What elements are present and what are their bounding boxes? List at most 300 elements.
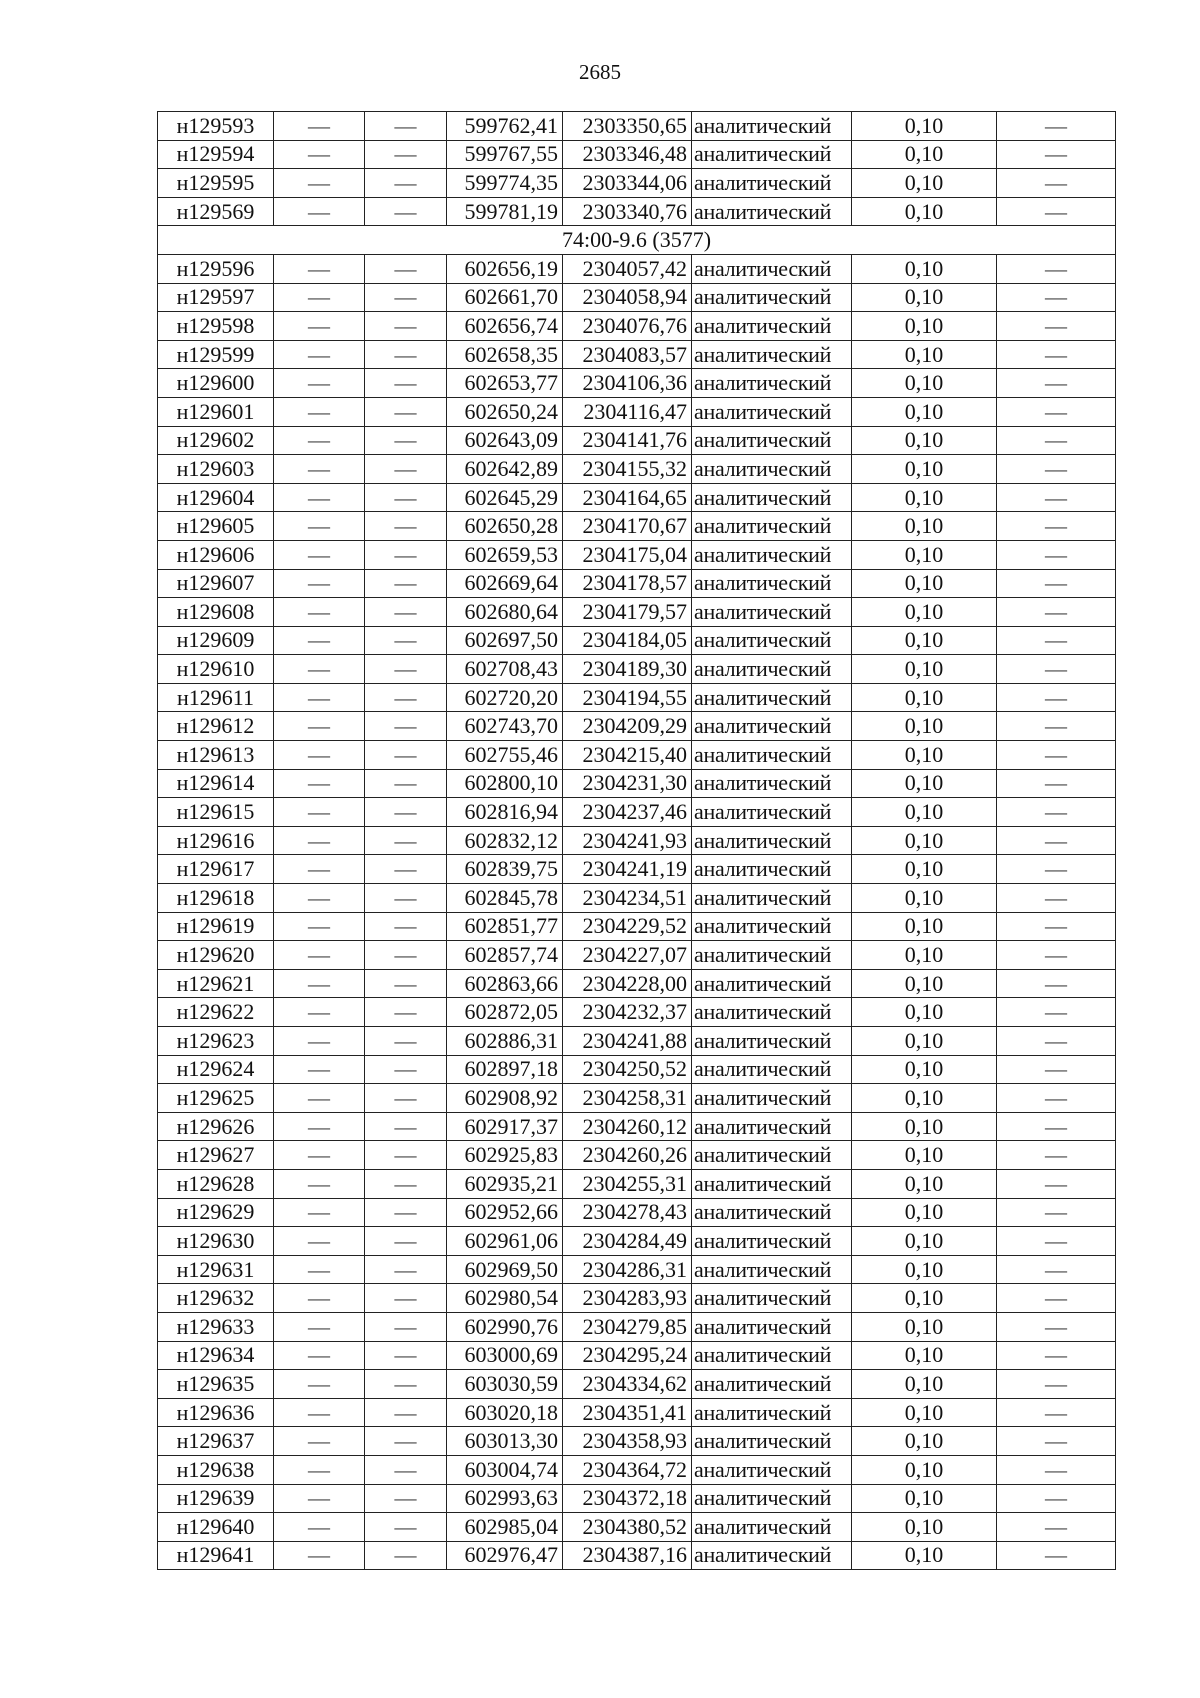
empty-dash-cell: — — [365, 569, 447, 598]
method-cell: аналитический — [692, 1398, 852, 1427]
empty-dash-cell: — — [274, 455, 365, 484]
empty-dash-cell: — — [274, 1484, 365, 1513]
page-number: 2685 — [579, 60, 621, 84]
empty-dash-cell: — — [274, 1255, 365, 1284]
method-cell: аналитический — [692, 1427, 852, 1456]
y-coordinate-cell: 2304364,72 — [563, 1455, 692, 1484]
method-cell: аналитический — [692, 741, 852, 770]
point-id-cell: н129608 — [158, 598, 274, 627]
empty-dash-cell: — — [365, 655, 447, 684]
method-cell: аналитический — [692, 712, 852, 741]
method-cell: аналитический — [692, 1484, 852, 1513]
method-cell: аналитический — [692, 483, 852, 512]
x-coordinate-cell: 602653,77 — [447, 369, 563, 398]
point-id-cell: н129610 — [158, 655, 274, 684]
empty-dash-cell: — — [274, 1513, 365, 1542]
empty-dash-cell: — — [997, 169, 1116, 198]
precision-cell: 0,10 — [852, 140, 997, 169]
empty-dash-cell: — — [365, 1055, 447, 1084]
precision-cell: 0,10 — [852, 826, 997, 855]
empty-dash-cell: — — [274, 798, 365, 827]
empty-dash-cell: — — [274, 1141, 365, 1170]
empty-dash-cell: — — [997, 197, 1116, 226]
method-cell: аналитический — [692, 1341, 852, 1370]
x-coordinate-cell: 603020,18 — [447, 1398, 563, 1427]
table-row — [158, 1141, 1116, 1170]
empty-dash-cell: — — [274, 1427, 365, 1456]
empty-dash-cell: — — [274, 998, 365, 1027]
empty-dash-cell: — — [997, 741, 1116, 770]
precision-cell: 0,10 — [852, 598, 997, 627]
precision-cell: 0,10 — [852, 540, 997, 569]
x-coordinate-cell: 602845,78 — [447, 884, 563, 913]
point-id-cell: н129604 — [158, 483, 274, 512]
y-coordinate-cell: 2304295,24 — [563, 1341, 692, 1370]
y-coordinate-cell: 2304255,31 — [563, 1169, 692, 1198]
precision-cell: 0,10 — [852, 1370, 997, 1399]
table-row — [158, 1055, 1116, 1084]
precision-cell: 0,10 — [852, 912, 997, 941]
point-id-cell: н129639 — [158, 1484, 274, 1513]
method-cell: аналитический — [692, 1370, 852, 1399]
y-coordinate-cell: 2304284,49 — [563, 1227, 692, 1256]
empty-dash-cell: — — [365, 483, 447, 512]
table-row — [158, 197, 1116, 226]
table-row — [158, 112, 1116, 141]
empty-dash-cell: — — [365, 140, 447, 169]
x-coordinate-cell: 603013,30 — [447, 1427, 563, 1456]
empty-dash-cell: — — [274, 655, 365, 684]
method-cell: аналитический — [692, 769, 852, 798]
empty-dash-cell: — — [365, 1513, 447, 1542]
precision-cell: 0,10 — [852, 512, 997, 541]
table-row — [158, 683, 1116, 712]
empty-dash-cell: — — [997, 1027, 1116, 1056]
empty-dash-cell: — — [997, 540, 1116, 569]
x-coordinate-cell: 602872,05 — [447, 998, 563, 1027]
empty-dash-cell: — — [274, 683, 365, 712]
point-id-cell: н129613 — [158, 741, 274, 770]
y-coordinate-cell: 2304170,67 — [563, 512, 692, 541]
x-coordinate-cell: 602659,53 — [447, 540, 563, 569]
point-id-cell: н129625 — [158, 1084, 274, 1113]
method-cell: аналитический — [692, 969, 852, 998]
method-cell: аналитический — [692, 1455, 852, 1484]
table-row — [158, 1027, 1116, 1056]
precision-cell: 0,10 — [852, 1541, 997, 1570]
method-cell: аналитический — [692, 998, 852, 1027]
table-row — [158, 1227, 1116, 1256]
y-coordinate-cell: 2304215,40 — [563, 741, 692, 770]
x-coordinate-cell: 599762,41 — [447, 112, 563, 141]
point-id-cell: н129569 — [158, 197, 274, 226]
empty-dash-cell: — — [997, 426, 1116, 455]
table-row — [158, 254, 1116, 283]
table-row — [158, 1541, 1116, 1570]
empty-dash-cell: — — [274, 712, 365, 741]
point-id-cell: н129602 — [158, 426, 274, 455]
precision-cell: 0,10 — [852, 426, 997, 455]
y-coordinate-cell: 2304283,93 — [563, 1284, 692, 1313]
empty-dash-cell: — — [997, 283, 1116, 312]
point-id-cell: н129618 — [158, 884, 274, 913]
method-cell: аналитический — [692, 655, 852, 684]
y-coordinate-cell: 2303340,76 — [563, 197, 692, 226]
empty-dash-cell: — — [274, 283, 365, 312]
y-coordinate-cell: 2304058,94 — [563, 283, 692, 312]
point-id-cell: н129605 — [158, 512, 274, 541]
empty-dash-cell: — — [274, 483, 365, 512]
method-cell: аналитический — [692, 1513, 852, 1542]
empty-dash-cell: — — [997, 1169, 1116, 1198]
precision-cell: 0,10 — [852, 1055, 997, 1084]
precision-cell: 0,10 — [852, 197, 997, 226]
table-row — [158, 598, 1116, 627]
empty-dash-cell: — — [365, 1341, 447, 1370]
method-cell: аналитический — [692, 112, 852, 141]
table-row — [158, 455, 1116, 484]
point-id-cell: н129634 — [158, 1341, 274, 1370]
method-cell: аналитический — [692, 197, 852, 226]
precision-cell: 0,10 — [852, 1513, 997, 1542]
precision-cell: 0,10 — [852, 1141, 997, 1170]
empty-dash-cell: — — [997, 712, 1116, 741]
coordinates-table — [157, 111, 1116, 1570]
empty-dash-cell: — — [997, 312, 1116, 341]
empty-dash-cell: — — [365, 1084, 447, 1113]
y-coordinate-cell: 2304351,41 — [563, 1398, 692, 1427]
method-cell: аналитический — [692, 340, 852, 369]
point-id-cell: н129614 — [158, 769, 274, 798]
y-coordinate-cell: 2304279,85 — [563, 1312, 692, 1341]
point-id-cell: н129631 — [158, 1255, 274, 1284]
table-row — [158, 798, 1116, 827]
empty-dash-cell: — — [365, 855, 447, 884]
method-cell: аналитический — [692, 512, 852, 541]
point-id-cell: н129627 — [158, 1141, 274, 1170]
precision-cell: 0,10 — [852, 1169, 997, 1198]
point-id-cell: н129617 — [158, 855, 274, 884]
empty-dash-cell: — — [274, 741, 365, 770]
precision-cell: 0,10 — [852, 712, 997, 741]
point-id-cell: н129601 — [158, 397, 274, 426]
x-coordinate-cell: 602925,83 — [447, 1141, 563, 1170]
empty-dash-cell: — — [365, 1227, 447, 1256]
precision-cell: 0,10 — [852, 1398, 997, 1427]
empty-dash-cell: — — [274, 140, 365, 169]
y-coordinate-cell: 2304116,47 — [563, 397, 692, 426]
table-row — [158, 397, 1116, 426]
point-id-cell: н129641 — [158, 1541, 274, 1570]
precision-cell: 0,10 — [852, 1027, 997, 1056]
y-coordinate-cell: 2304227,07 — [563, 941, 692, 970]
point-id-cell: н129621 — [158, 969, 274, 998]
y-coordinate-cell: 2304380,52 — [563, 1513, 692, 1542]
empty-dash-cell: — — [365, 197, 447, 226]
y-coordinate-cell: 2304155,32 — [563, 455, 692, 484]
table-row — [158, 1169, 1116, 1198]
empty-dash-cell: — — [274, 855, 365, 884]
point-id-cell: н129624 — [158, 1055, 274, 1084]
empty-dash-cell: — — [997, 1455, 1116, 1484]
empty-dash-cell: — — [997, 769, 1116, 798]
empty-dash-cell: — — [997, 1370, 1116, 1399]
table-row — [158, 569, 1116, 598]
method-cell: аналитический — [692, 626, 852, 655]
method-cell: аналитический — [692, 540, 852, 569]
empty-dash-cell: — — [997, 1341, 1116, 1370]
precision-cell: 0,10 — [852, 741, 997, 770]
precision-cell: 0,10 — [852, 1427, 997, 1456]
empty-dash-cell: — — [365, 769, 447, 798]
table-row — [158, 1455, 1116, 1484]
empty-dash-cell: — — [274, 1027, 365, 1056]
point-id-cell: н129596 — [158, 254, 274, 283]
method-cell: аналитический — [692, 884, 852, 913]
method-cell: аналитический — [692, 1112, 852, 1141]
method-cell: аналитический — [692, 1169, 852, 1198]
point-id-cell: н129616 — [158, 826, 274, 855]
empty-dash-cell: — — [997, 884, 1116, 913]
y-coordinate-cell: 2304194,55 — [563, 683, 692, 712]
method-cell: аналитический — [692, 1198, 852, 1227]
y-coordinate-cell: 2304231,30 — [563, 769, 692, 798]
point-id-cell: н129603 — [158, 455, 274, 484]
empty-dash-cell: — — [997, 569, 1116, 598]
y-coordinate-cell: 2304184,05 — [563, 626, 692, 655]
y-coordinate-cell: 2304241,93 — [563, 826, 692, 855]
empty-dash-cell: — — [274, 397, 365, 426]
precision-cell: 0,10 — [852, 1341, 997, 1370]
x-coordinate-cell: 602990,76 — [447, 1312, 563, 1341]
method-cell: аналитический — [692, 798, 852, 827]
point-id-cell: н129600 — [158, 369, 274, 398]
x-coordinate-cell: 602650,24 — [447, 397, 563, 426]
y-coordinate-cell: 2304237,46 — [563, 798, 692, 827]
method-cell: аналитический — [692, 1141, 852, 1170]
point-id-cell: н129629 — [158, 1198, 274, 1227]
point-id-cell: н129609 — [158, 626, 274, 655]
x-coordinate-cell: 599781,19 — [447, 197, 563, 226]
empty-dash-cell: — — [365, 254, 447, 283]
precision-cell: 0,10 — [852, 112, 997, 141]
empty-dash-cell: — — [997, 140, 1116, 169]
empty-dash-cell: — — [274, 884, 365, 913]
precision-cell: 0,10 — [852, 626, 997, 655]
table-row — [158, 512, 1116, 541]
y-coordinate-cell: 2304179,57 — [563, 598, 692, 627]
y-coordinate-cell: 2304258,31 — [563, 1084, 692, 1113]
method-cell: аналитический — [692, 254, 852, 283]
table-row — [158, 283, 1116, 312]
empty-dash-cell: — — [365, 340, 447, 369]
method-cell: аналитический — [692, 1312, 852, 1341]
y-coordinate-cell: 2304178,57 — [563, 569, 692, 598]
x-coordinate-cell: 602917,37 — [447, 1112, 563, 1141]
precision-cell: 0,10 — [852, 397, 997, 426]
y-coordinate-cell: 2304164,65 — [563, 483, 692, 512]
empty-dash-cell: — — [274, 169, 365, 198]
empty-dash-cell: — — [274, 197, 365, 226]
empty-dash-cell: — — [365, 969, 447, 998]
empty-dash-cell: — — [997, 798, 1116, 827]
point-id-cell: н129595 — [158, 169, 274, 198]
y-coordinate-cell: 2304228,00 — [563, 969, 692, 998]
precision-cell: 0,10 — [852, 1284, 997, 1313]
y-coordinate-cell: 2304076,76 — [563, 312, 692, 341]
table-row — [158, 312, 1116, 341]
empty-dash-cell: — — [274, 969, 365, 998]
point-id-cell: н129622 — [158, 998, 274, 1027]
empty-dash-cell: — — [274, 1398, 365, 1427]
y-coordinate-cell: 2304057,42 — [563, 254, 692, 283]
x-coordinate-cell: 602993,63 — [447, 1484, 563, 1513]
precision-cell: 0,10 — [852, 455, 997, 484]
precision-cell: 0,10 — [852, 798, 997, 827]
empty-dash-cell: — — [365, 598, 447, 627]
point-id-cell: н129623 — [158, 1027, 274, 1056]
empty-dash-cell: — — [365, 884, 447, 913]
empty-dash-cell: — — [274, 369, 365, 398]
empty-dash-cell: — — [997, 369, 1116, 398]
precision-cell: 0,10 — [852, 483, 997, 512]
empty-dash-cell: — — [365, 512, 447, 541]
table-row — [158, 826, 1116, 855]
empty-dash-cell: — — [274, 569, 365, 598]
empty-dash-cell: — — [274, 1055, 365, 1084]
empty-dash-cell: — — [274, 1284, 365, 1313]
point-id-cell: н129597 — [158, 283, 274, 312]
table-row — [158, 1112, 1116, 1141]
y-coordinate-cell: 2304250,52 — [563, 1055, 692, 1084]
empty-dash-cell: — — [274, 941, 365, 970]
y-coordinate-cell: 2303346,48 — [563, 140, 692, 169]
y-coordinate-cell: 2304229,52 — [563, 912, 692, 941]
empty-dash-cell: — — [365, 312, 447, 341]
method-cell: аналитический — [692, 826, 852, 855]
empty-dash-cell: — — [274, 1341, 365, 1370]
empty-dash-cell: — — [274, 1112, 365, 1141]
y-coordinate-cell: 2304241,19 — [563, 855, 692, 884]
x-coordinate-cell: 602969,50 — [447, 1255, 563, 1284]
empty-dash-cell: — — [997, 1055, 1116, 1084]
x-coordinate-cell: 602643,09 — [447, 426, 563, 455]
x-coordinate-cell: 602897,18 — [447, 1055, 563, 1084]
y-coordinate-cell: 2304286,31 — [563, 1255, 692, 1284]
point-id-cell: н129628 — [158, 1169, 274, 1198]
point-id-cell: н129632 — [158, 1284, 274, 1313]
point-id-cell: н129619 — [158, 912, 274, 941]
empty-dash-cell: — — [365, 1398, 447, 1427]
method-cell: аналитический — [692, 1284, 852, 1313]
empty-dash-cell: — — [274, 1198, 365, 1227]
y-coordinate-cell: 2304358,93 — [563, 1427, 692, 1456]
method-cell: аналитический — [692, 855, 852, 884]
table-row — [158, 712, 1116, 741]
y-coordinate-cell: 2304334,62 — [563, 1370, 692, 1399]
precision-cell: 0,10 — [852, 941, 997, 970]
point-id-cell: н129640 — [158, 1513, 274, 1542]
empty-dash-cell: — — [997, 512, 1116, 541]
empty-dash-cell: — — [365, 683, 447, 712]
empty-dash-cell: — — [365, 283, 447, 312]
point-id-cell: н129620 — [158, 941, 274, 970]
method-cell: аналитический — [692, 140, 852, 169]
y-coordinate-cell: 2304209,29 — [563, 712, 692, 741]
precision-cell: 0,10 — [852, 1255, 997, 1284]
empty-dash-cell: — — [997, 598, 1116, 627]
table-row — [158, 626, 1116, 655]
precision-cell: 0,10 — [852, 169, 997, 198]
precision-cell: 0,10 — [852, 1312, 997, 1341]
precision-cell: 0,10 — [852, 769, 997, 798]
x-coordinate-cell: 603000,69 — [447, 1341, 563, 1370]
x-coordinate-cell: 602656,74 — [447, 312, 563, 341]
x-coordinate-cell: 603030,59 — [447, 1370, 563, 1399]
empty-dash-cell: — — [365, 1112, 447, 1141]
table-row — [158, 941, 1116, 970]
empty-dash-cell: — — [365, 540, 447, 569]
empty-dash-cell: — — [274, 1370, 365, 1399]
empty-dash-cell: — — [997, 1112, 1116, 1141]
precision-cell: 0,10 — [852, 283, 997, 312]
y-coordinate-cell: 2304234,51 — [563, 884, 692, 913]
empty-dash-cell: — — [997, 1312, 1116, 1341]
y-coordinate-cell: 2304387,16 — [563, 1541, 692, 1570]
x-coordinate-cell: 599774,35 — [447, 169, 563, 198]
precision-cell: 0,10 — [852, 1198, 997, 1227]
precision-cell: 0,10 — [852, 1112, 997, 1141]
precision-cell: 0,10 — [852, 254, 997, 283]
method-cell: аналитический — [692, 369, 852, 398]
empty-dash-cell: — — [997, 483, 1116, 512]
empty-dash-cell: — — [365, 1541, 447, 1570]
empty-dash-cell: — — [997, 455, 1116, 484]
method-cell: аналитический — [692, 1027, 852, 1056]
empty-dash-cell: — — [365, 912, 447, 941]
x-coordinate-cell: 602952,66 — [447, 1198, 563, 1227]
empty-dash-cell: — — [274, 112, 365, 141]
precision-cell: 0,10 — [852, 1455, 997, 1484]
method-cell: аналитический — [692, 598, 852, 627]
empty-dash-cell: — — [365, 998, 447, 1027]
precision-cell: 0,10 — [852, 369, 997, 398]
empty-dash-cell: — — [997, 655, 1116, 684]
empty-dash-cell: — — [274, 1084, 365, 1113]
table-row — [158, 884, 1116, 913]
empty-dash-cell: — — [365, 826, 447, 855]
table-row — [158, 369, 1116, 398]
empty-dash-cell: — — [997, 1513, 1116, 1542]
point-id-cell: н129607 — [158, 569, 274, 598]
empty-dash-cell: — — [997, 1227, 1116, 1256]
point-id-cell: н129638 — [158, 1455, 274, 1484]
table-row — [158, 1484, 1116, 1513]
point-id-cell: н129636 — [158, 1398, 274, 1427]
table-row — [158, 1255, 1116, 1284]
y-coordinate-cell: 2304260,26 — [563, 1141, 692, 1170]
x-coordinate-cell: 602863,66 — [447, 969, 563, 998]
table-row — [158, 340, 1116, 369]
x-coordinate-cell: 602708,43 — [447, 655, 563, 684]
empty-dash-cell: — — [365, 426, 447, 455]
empty-dash-cell: — — [274, 426, 365, 455]
x-coordinate-cell: 602886,31 — [447, 1027, 563, 1056]
empty-dash-cell: — — [997, 1198, 1116, 1227]
point-id-cell: н129612 — [158, 712, 274, 741]
y-coordinate-cell: 2303344,06 — [563, 169, 692, 198]
method-cell: аналитический — [692, 941, 852, 970]
